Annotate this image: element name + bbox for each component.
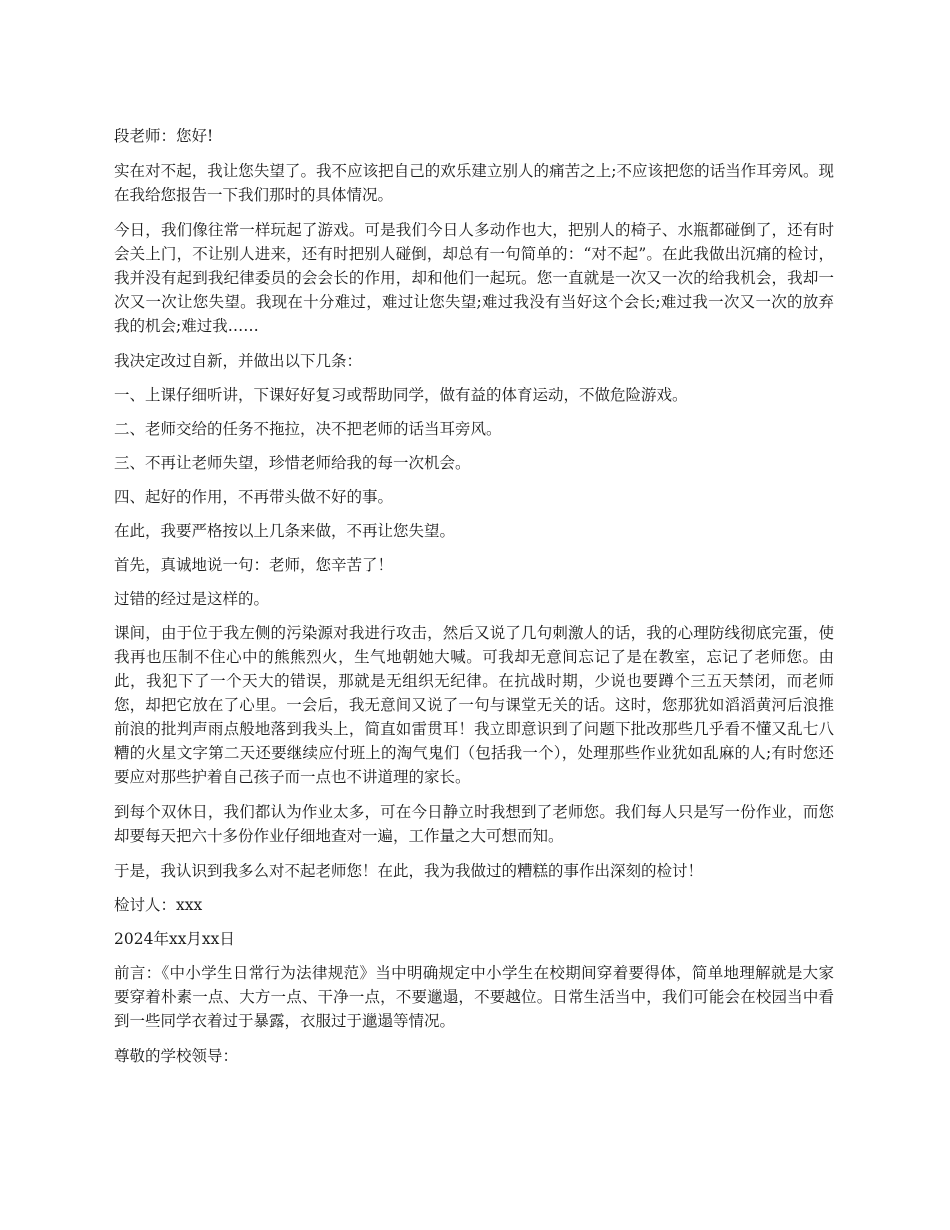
salutation-leaders: 尊敬的学校领导： [114, 1047, 239, 1065]
paragraph-commitment: 在此，我要严格按以上几条来做，不再让您失望。 [114, 522, 456, 540]
resolution-item-1: 一、上课仔细听讲，下课好好复习或帮助同学，做有益的体育运动，不做危险游戏。 [114, 386, 688, 404]
paragraph-incident-intro: 过错的经过是这样的。 [114, 590, 270, 608]
paragraph-situation: 今日，我们像往常一样玩起了游戏。可是我们今日人多动作也大，把别人的椅子、水瓶都碰倒了，还有时会关上门，不让别人进来，还有时把别人碰倒，却总有一句简单的：“对不起”。在此我做出沉痛的检讨，我并没有起到我纪律委员的会会长的作用，却和他们一起玩。您一直就是一次又一次的给我机会，我却一次又一次让您失望。我现在十分难过，难过让您失望;难过我没有当好这个会长;难过我一次又一次的放弃我的机会;难过我…… [114, 221, 834, 335]
salutation: 段老师：您好! [114, 127, 214, 145]
resolution-item-3: 三、不再让老师失望，珍惜老师给我的每一次机会。 [114, 454, 471, 472]
document-page [114, 124, 834, 1079]
paragraph-preface: 前言：《中小学生日常行为法律规范》当中明确规定中小学生在校期间穿着要得体，简单地理解就是大家要穿着朴素一点、大方一点、干净一点，不要邋遢，不要越位。日常生活当中，我们可能会在校园当中看到一些同学衣着过于暴露，衣服过于邋遢等情况。 [114, 964, 834, 1030]
resolution-item-2: 二、老师交给的任务不拖拉，决不把老师的话当耳旁风。 [114, 420, 502, 438]
paragraph-conclusion: 于是，我认识到我多么对不起老师您！在此，我为我做过的糟糕的事作出深刻的检讨！ [114, 862, 704, 880]
paragraph-thanks: 首先，真诚地说一句：老师，您辛苦了！ [114, 556, 394, 574]
paragraph-incident: 课间，由于位于我左侧的污染源对我进行攻击，然后又说了几句刺激人的话，我的心理防线彻底完蛋，使我再也压制不住心中的熊熊烈火，生气地朝她大喊。可我却无意间忘记了是在教室，忘记了老师您。由此，我犯下了一个天大的错误，那就是无组织无纪律。在抗战时期，少说也要蹲个三五天禁闭，而老师您，却把它放在了心里。一会后，我无意间又说了一句与课堂无关的话。这时，您那犹如滔滔黄河后浪推前浪的批判声雨点般地落到我头上，简直如雷贯耳！我立即意识到了问题下批改那些几乎看不懂又乱七八糟的火星文字第二天还要继续应付班上的淘气鬼们（包括我一个），处理那些作业犹如乱麻的人;有时您还要应对那些护着自己孩子而一点也不讲道理的家长。 [114, 624, 834, 786]
paragraph-resolution-intro: 我决定改过自新，并做出以下几条： [114, 352, 363, 370]
paragraph-apology: 实在对不起，我让您失望了。我不应该把自己的欢乐建立别人的痛苦之上;不应该把您的话当作耳旁风。现在我给您报告一下我们那时的具体情况。 [114, 162, 834, 204]
signature-author: 检讨人：xxx [114, 896, 203, 914]
resolution-item-4: 四、起好的作用，不再带头做不好的事。 [114, 488, 394, 506]
signature-date: 2024年xx月xx日 [114, 930, 235, 948]
paragraph-reflection: 到每个双休日，我们都认为作业太多，可在今日静立时我想到了老师您。我们每人只是写一份作业，而您却要每天把六十多份作业仔细地查对一遍，工作量之大可想而知。 [114, 803, 834, 845]
